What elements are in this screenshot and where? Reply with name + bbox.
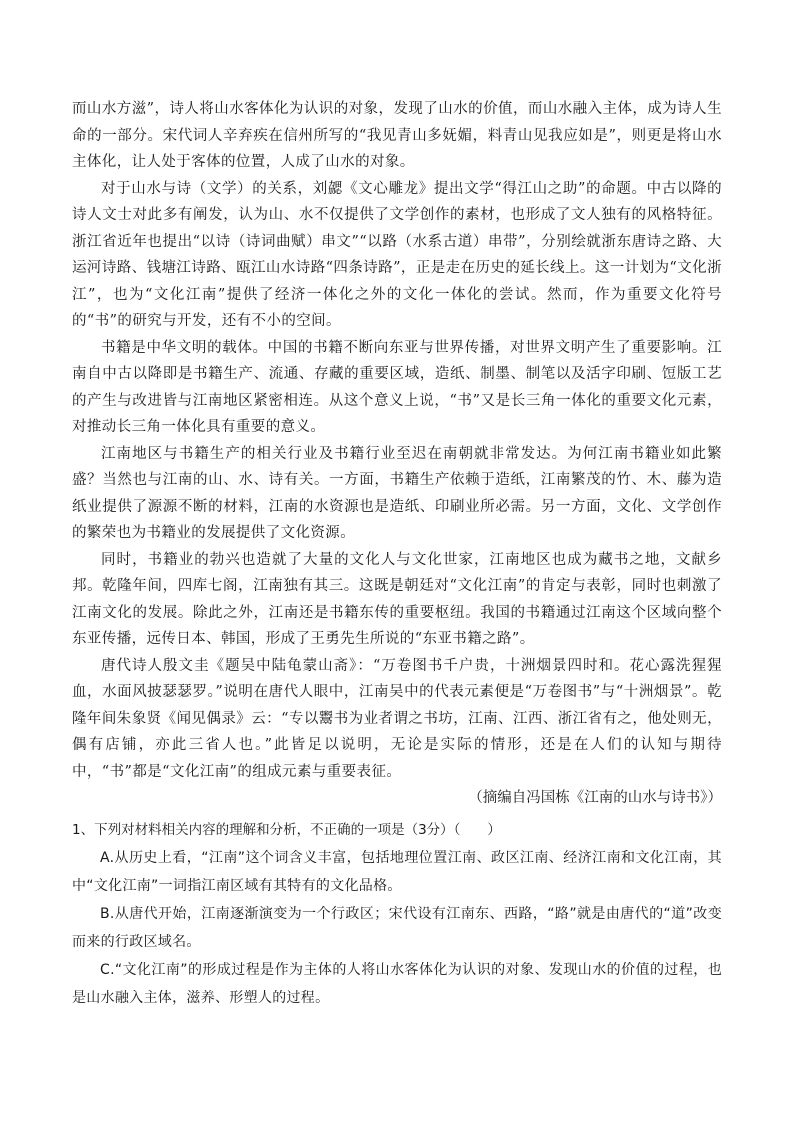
passage-paragraph: 对于山水与诗（文学）的关系，刘勰《文心雕龙》提出文学“得江山之助”的命题。中古以降的诗人文士对此多有阐发，认为山、水不仅提供了文学创作的素材，也形成了文人独有的风格特征。浙江省近年也提出“以诗（诗词曲赋）串文”“以路（水系古道）串带”，分别绘就浙东唐诗之路、大运河诗路、钱塘江诗路、瓯江山水诗路“四条诗路”，正是走在历史的延长线上。这一计划为“文化浙江”，也为“文化江南”提供了经济一体化之外的文化一体化的尝试。然而，作为重要文化符号的“书”的研究与开发，还有不小的空间。	[72, 180, 723, 329]
passage-paragraph: 而山水方滋”，诗人将山水客体化为认识的对象，发现了山水的价值，而山水融入主体，成为诗人生命的一部分。宋代词人辛弃疾在信州所写的“我见青山多妩媚，料青山见我应如是”，则更是将山水主体化，让人处于客体的位置，人成了山水的对象。	[72, 101, 722, 170]
option-c: C.“文化江南”的形成过程是作为主体的人将山水客体化为认识的对象、发现山水的价值的过程，也是山水融入主体，滋养、形塑人的过程。	[72, 961, 722, 1006]
passage	[72, 96, 722, 1012]
question-stem: 1、下列对材料相关内容的理解和分析，不正确的一项是（3分）（ ）	[72, 821, 501, 838]
passage-paragraph: 书籍是中华文明的载体。中国的书籍不断向东亚与世界传播，对世界文明产生了重要影响。江南自中古以降即是书籍生产、流通、存藏的重要区域，造纸、制墨、制笔以及活字印刷、饾版工艺的产生与改进皆与江南地区紧密相连。从这个意义上说，“书”又是长三角一体化的重要文化元素，对推动长三角一体化具有重要的意义。	[72, 339, 722, 435]
passage-paragraph: 同时，书籍业的勃兴也造就了大量的文化人与文化世家，江南地区也成为藏书之地，文献乡邦。乾隆年间，四库七阁，江南独有其三。这既是朝廷对“文化江南”的肯定与表彰，同时也刺激了江南文化的发展。除此之外，江南还是书籍东传的重要枢纽。我国的书籍通过江南这个区域向整个东亚传播，远传日本、韩国，形成了王勇先生所说的“东亚书籍之路”。	[72, 551, 722, 647]
option-b: B.从唐代开始，江南逐渐演变为一个行政区；宋代设有江南东、西路，“路”就是由唐代的“道”改变而来的行政区域名。	[72, 905, 722, 950]
option-a: A.从历史上看，“江南”这个词含义丰富，包括地理位置江南、政区江南、经济江南和文化江南，其中“文化江南”一词指江南区域有其特有的文化品格。	[72, 849, 722, 894]
passage-paragraph: 江南地区与书籍生产的相关行业及书籍行业至迟在南朝就非常发达。为何江南书籍业如此繁盛？当然也与江南的山、水、诗有关。一方面，书籍生产依赖于造纸，江南繁茂的竹、木、藤为造纸业提供了源源不断的材料，江南的水资源也是造纸、印刷业所必需。另一方面，文化、文学创作的繁荣也为书籍业的发展提供了文化资源。	[72, 445, 722, 541]
passage-paragraph: 唐代诗人殷文圭《题吴中陆龟蒙山斋》：“万卷图书千户贵，十洲烟景四时和。花心露洗猩猩血，水面风披瑟瑟罗。”说明在唐代人眼中，江南吴中的代表元素便是“万卷图书”与“十洲烟景”。乾隆年间朱象贤《闻见偶录》云：“专以鬻书为业者谓之书坊，江南、江西、浙江省有之，他处则无，偶有店铺，亦此三省人也。”此皆足以说明，无论是实际的情形，还是在人们的认知与期待中，“书”都是“文化江南”的组成元素与重要表征。	[72, 657, 722, 780]
source-citation: （摘编自冯国栋《江南的山水与诗书》）	[468, 790, 722, 806]
